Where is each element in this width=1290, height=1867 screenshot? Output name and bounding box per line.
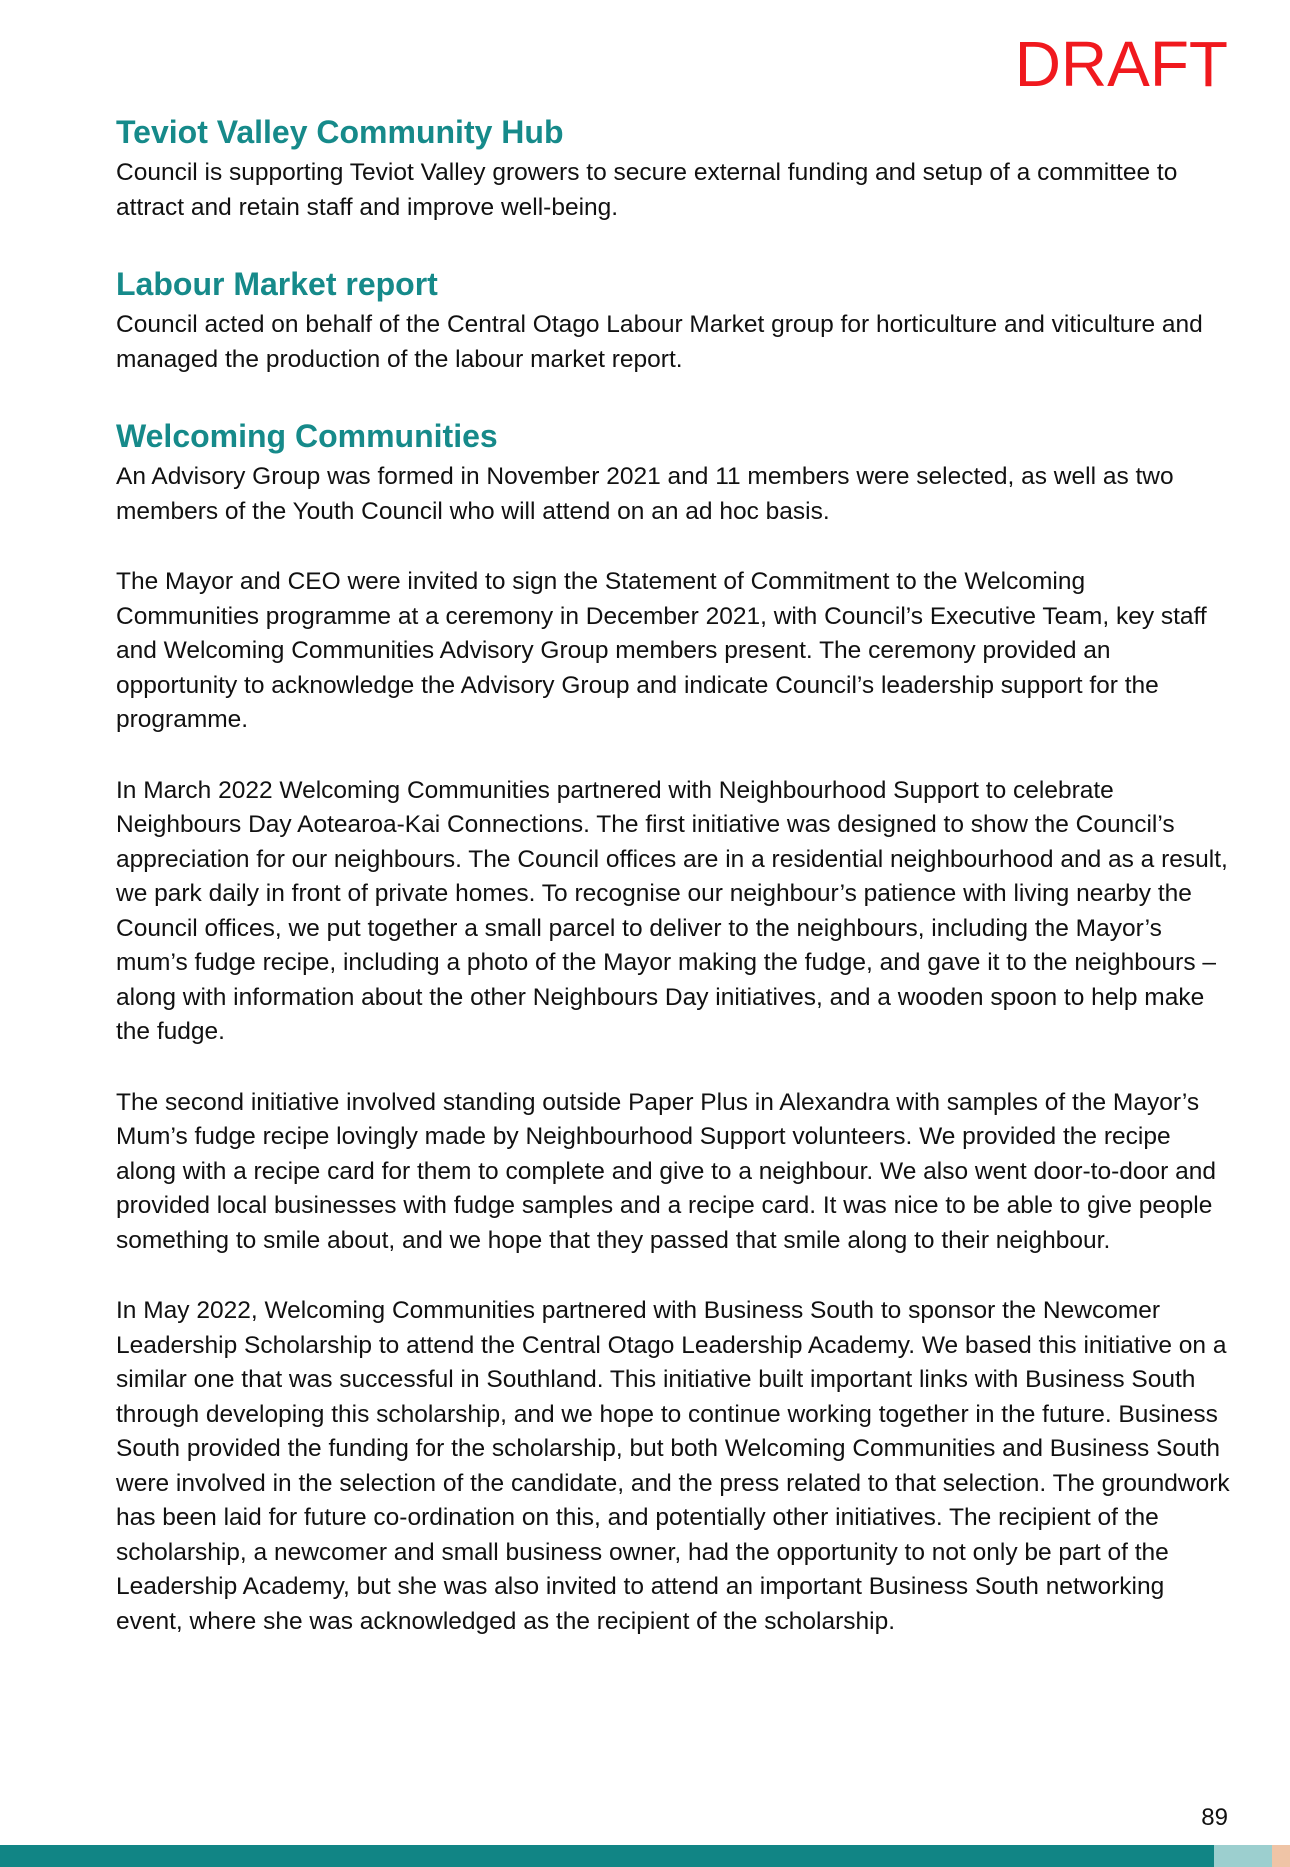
paragraph: Council is supporting Teviot Valley growers to secure external funding and setup of a committee to attract and retain staff and improve well-being. <box>116 159 1178 221</box>
paragraph: In May 2022, Welcoming Communities partnered with Business South to sponsor the Newcomer Leadership Scholarship to attend the Central Otago Leadership Academy. We based this initiative on a similar one that was successful in Southland. This initiative built important links with Business South through developing this scholarship, and we hope to continue working together in the future. Business South provided the funding for the scholarship, but both Welcoming Communities and Business South were involved in the selection of the candidate, and the press related to that selection. The groundwork has been laid for future co-ordination on this, and potentially other initiatives. The recipient of the scholarship, a newcomer and small business owner, had the opportunity to not only be part of the Leadership Academy, but she was also invited to attend an important Business South networking event, where she was acknowledged as the recipient of the scholarship. <box>116 1297 1230 1635</box>
footer-bar-accent-end <box>1272 1845 1290 1867</box>
page-number: 89 <box>1201 1804 1228 1831</box>
paragraph: In March 2022 Welcoming Communities partnered with Neighbourhood Support to celebrate Neighbours Day Aotearoa-Kai Connections. The first initiative was designed to show the Council’s appreciation for our neighbours. The Council offices are in a residential neighbourhood and as a result, we park daily in front of private homes. To recognise our neighbour’s patience with living nearby the Council offices, we put together a small parcel to deliver to the neighbours, including the Mayor’s mum’s fudge recipe, including a photo of the Mayor making the fudge, and gave it to the neighbours – along with information about the other Neighbours Day initiatives, and a wooden spoon to help make the fudge. <box>116 776 1228 1045</box>
paragraph: An Advisory Group was formed in November 2021 and 11 members were selected, as well as two members of the Youth Council who will attend on an ad hoc basis. <box>116 463 1174 525</box>
section-teviot-valley-community-hub <box>116 112 1230 225</box>
paragraph: The Mayor and CEO were invited to sign the Statement of Commitment to the Welcoming Communities programme at a ceremony in December 2021, with Council’s Executive Team, key staff and Welcoming Communities Advisory Group members present. The ceremony provided an opportunity to acknowledge the Advisory Group and indicate Council’s leadership support for the programme. <box>116 568 1207 733</box>
paragraph: The second initiative involved standing outside Paper Plus in Alexandra with samples of the Mayor’s Mum’s fudge recipe lovingly made by Neighbourhood Support volunteers. We provided the recipe along with a recipe card for them to complete and give to a neighbour. We also went door-to-door and provided local businesses with fudge samples and a recipe card. It was nice to be able to give people something to smile about, and we hope that they passed that smile along to their neighbour. <box>116 1088 1216 1254</box>
footer-bar <box>0 1845 1214 1867</box>
section-heading: Labour Market report <box>116 266 438 302</box>
section-heading: Teviot Valley Community Hub <box>116 114 564 150</box>
draft-watermark: DRAFT <box>1014 28 1228 100</box>
section-labour-market-report <box>116 264 1230 377</box>
page-content <box>116 112 1230 1678</box>
section-welcoming-communities <box>116 416 1230 1639</box>
footer-bar-accent <box>1214 1845 1272 1867</box>
section-heading: Welcoming Communities <box>116 418 498 454</box>
paragraph: Council acted on behalf of the Central Otago Labour Market group for horticulture and viticulture and managed the production of the labour market report. <box>116 311 1203 373</box>
